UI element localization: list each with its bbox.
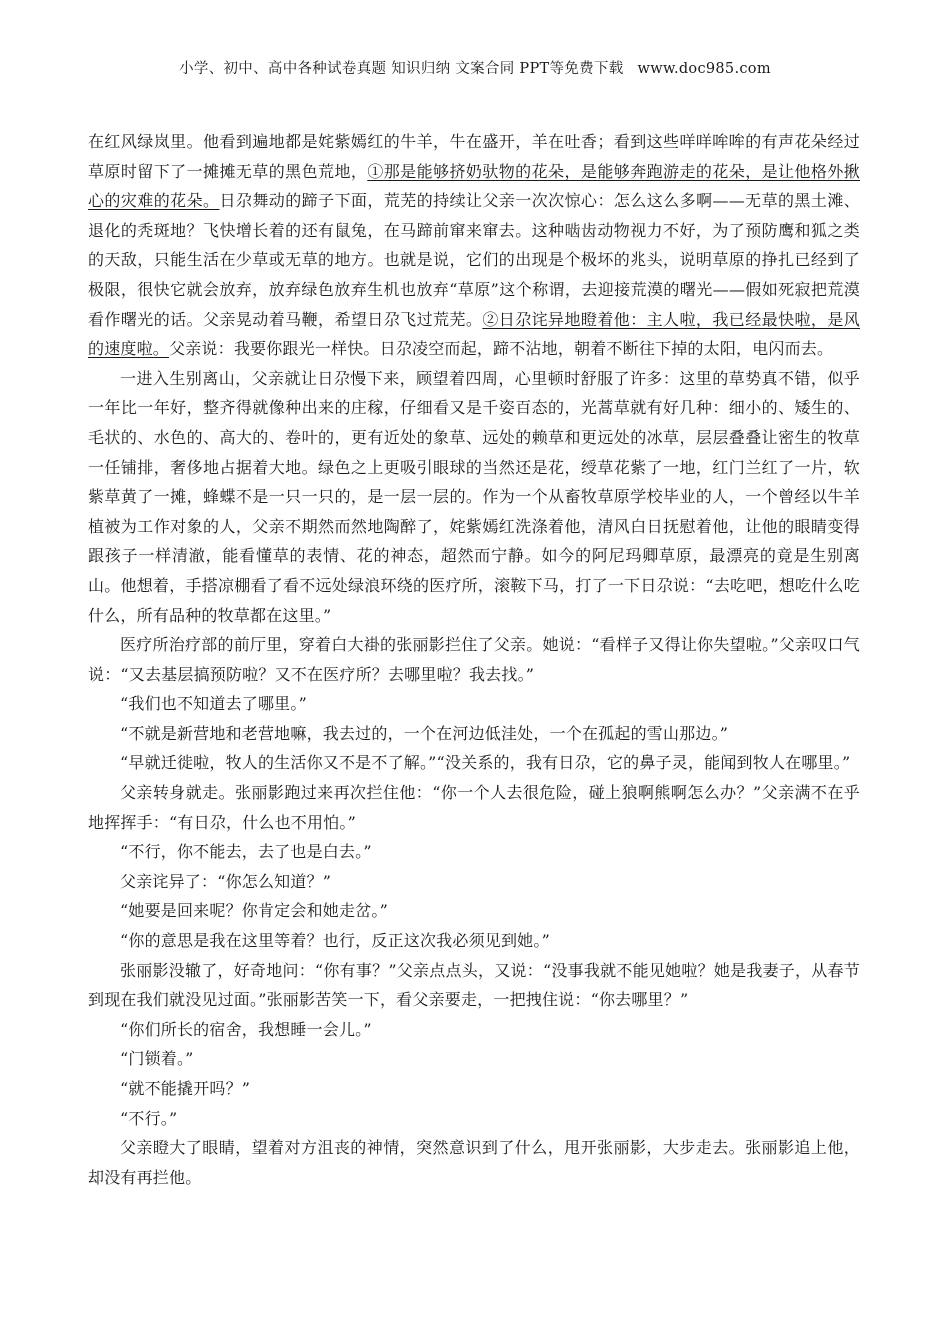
underlined-sentence: ①那是能够挤奶驮物的花朵，是能够奔跑游走的花朵，是让他格外揪心的灾难的花朵。 <box>88 161 860 211</box>
text-run: “门锁着。” <box>120 1049 194 1069</box>
paragraph <box>88 896 860 926</box>
paragraph <box>88 1044 860 1074</box>
text-run: “不行，你不能去，去了也是白去。” <box>120 842 372 862</box>
text-run: 父亲诧异了：“你怎么知道？” <box>120 871 332 891</box>
text-run: 医疗所治疗部的前厅里，穿着白大褂的张丽影拦住了父亲。她说：“看样子又得让你失望啦。”父亲叹口气说：“又去基层搞预防啦？又不在医疗所？去哪里啦？我去找。” <box>88 635 860 684</box>
paragraph <box>88 719 860 749</box>
paragraph <box>88 1133 860 1192</box>
paragraph <box>88 1104 860 1134</box>
paragraph <box>88 867 860 897</box>
text-run: 一进入生别离山，父亲就让日尕慢下来，顾望着四周，心里顿时舒服了许多：这里的草势真不错，似乎一年比一年好，整齐得就像种出来的庄稼，仔细看又是千姿百态的，光蒿草就有好几种：细小的、矮生的、毛状的、水色的、高大的、卷叶的，更有近处的象草、远处的赖草和更远处的冰草，层层叠叠让密生的牧草一任铺排，奢侈地占据着大地。绿色之上更吸引眼球的当然还是花，绶草花紫了一地，红门兰红了一片，软紫草黄了一摊，蜂蝶不是一只一只的，是一层一层的。作为一个从畜牧草原学校毕业的人，一个曾经以牛羊植被为工作对象的人，父亲不期然而然地陶醉了，姹紫嫣红洗涤着他，清风白日抚慰着他，让他的眼睛变得跟孩子一样清澈，能看懂草的表情、花的神态，超然而宁静。如今的阿尼玛卿草原，最漂亮的竟是生别离山。他想着，手搭凉棚看了看不远处绿浪环绕的医疗所，滚鞍下马，打了一下日尕说：“去吃吧，想吃什么吃什么，所有品种的牧草都在这里。” <box>88 368 860 625</box>
paragraph <box>88 926 860 956</box>
text-run: “不就是新营地和老营地嘛，我去过的，一个在河边低洼处，一个在孤起的雪山那边。” <box>120 723 729 743</box>
header-site-url: www.doc985.com <box>637 61 771 77</box>
paragraph <box>88 837 860 867</box>
paragraph <box>88 956 860 1015</box>
paragraph <box>88 630 860 689</box>
text-run: “你的意思是我在这里等着？也行，反正这次我必须见到她。” <box>120 931 550 951</box>
text-run: “她要是回来呢？你肯定会和她走岔。” <box>120 901 388 921</box>
text-run: 父亲说：我要你跟光一样快。日尕凌空而起，蹄不沾地，朝着不断往下掉的太阳，电闪而去。 <box>169 339 834 359</box>
article-body <box>88 127 860 1192</box>
text-run: “不行。” <box>120 1108 178 1128</box>
text-run: “早就迁徙啦，牧人的生活你又不是不了解。”“没关系的，我有日尕，它的鼻子灵，能闻到牧人在哪里。” <box>120 753 851 773</box>
paragraph <box>88 127 860 364</box>
text-run: 日尕舞动的蹄子下面，荒芜的持续让父亲一次次惊心：怎么这么多啊——无草的黑土滩、退化的秃斑地？飞快增长着的还有鼠兔，在马蹄前窜来窜去。这种啮齿动物视力不好，为了预防鹰和狐之类的天敌，只能生活在少草或无草的地方。也就是说，它们的出现是个极坏的兆头，说明草原的挣扎已经到了极限，很快它就会放弃，放弃绿色放弃生机也放弃“草原”这个称谓，去迎接荒漠的曙光——假如死寂把荒漠看作曙光的话。父亲晃动着马鞭，希望日尕飞过荒芜。 <box>88 191 860 329</box>
paragraph <box>88 1015 860 1045</box>
paragraph <box>88 748 860 778</box>
text-run: 张丽影没辙了，好奇地问：“你有事？”父亲点点头，又说：“没事我就不能见她啦？她是我妻子，从春节到现在我们就没见过面。”张丽影苦笑一下，看父亲要走，一把拽住说：“你去哪里？” <box>88 960 860 1010</box>
page-header <box>0 57 950 78</box>
text-run: “你们所长的宿舍，我想睡一会儿。” <box>120 1019 372 1039</box>
paragraph <box>88 689 860 719</box>
paragraph <box>88 1074 860 1104</box>
header-text: 小学、初中、高中各种试卷真题 知识归纳 文案合同 PPT等免费下载 <box>179 61 624 77</box>
text-run: 父亲瞪大了眼睛，望着对方沮丧的神情，突然意识到了什么，甩开张丽影，大步走去。张丽影追上他，却没有再拦他。 <box>88 1138 860 1187</box>
text-run: “我们也不知道去了哪里。” <box>120 694 307 714</box>
paragraph <box>88 778 860 837</box>
text-run: “就不能撬开吗？” <box>120 1079 251 1098</box>
paragraph <box>88 364 860 630</box>
underlined-sentence: ②日尕诧异地瞪着他：主人啦，我已经最快啦，是风的速度啦。 <box>88 309 860 359</box>
text-run: 父亲转身就走。张丽影跑过来再次拦住他：“你一个人去很危险，碰上狼啊熊啊怎么办？”父亲满不在乎地挥挥手：“有日尕，什么也不用怕。” <box>88 783 860 832</box>
text-run: 在红风绿岚里。他看到遍地都是姹紫嫣红的牛羊，牛在盛开，羊在吐香；看到这些咩咩哞哞的有声花朵经过草原时留下了一摊摊无草的黑色荒地， <box>88 132 860 181</box>
